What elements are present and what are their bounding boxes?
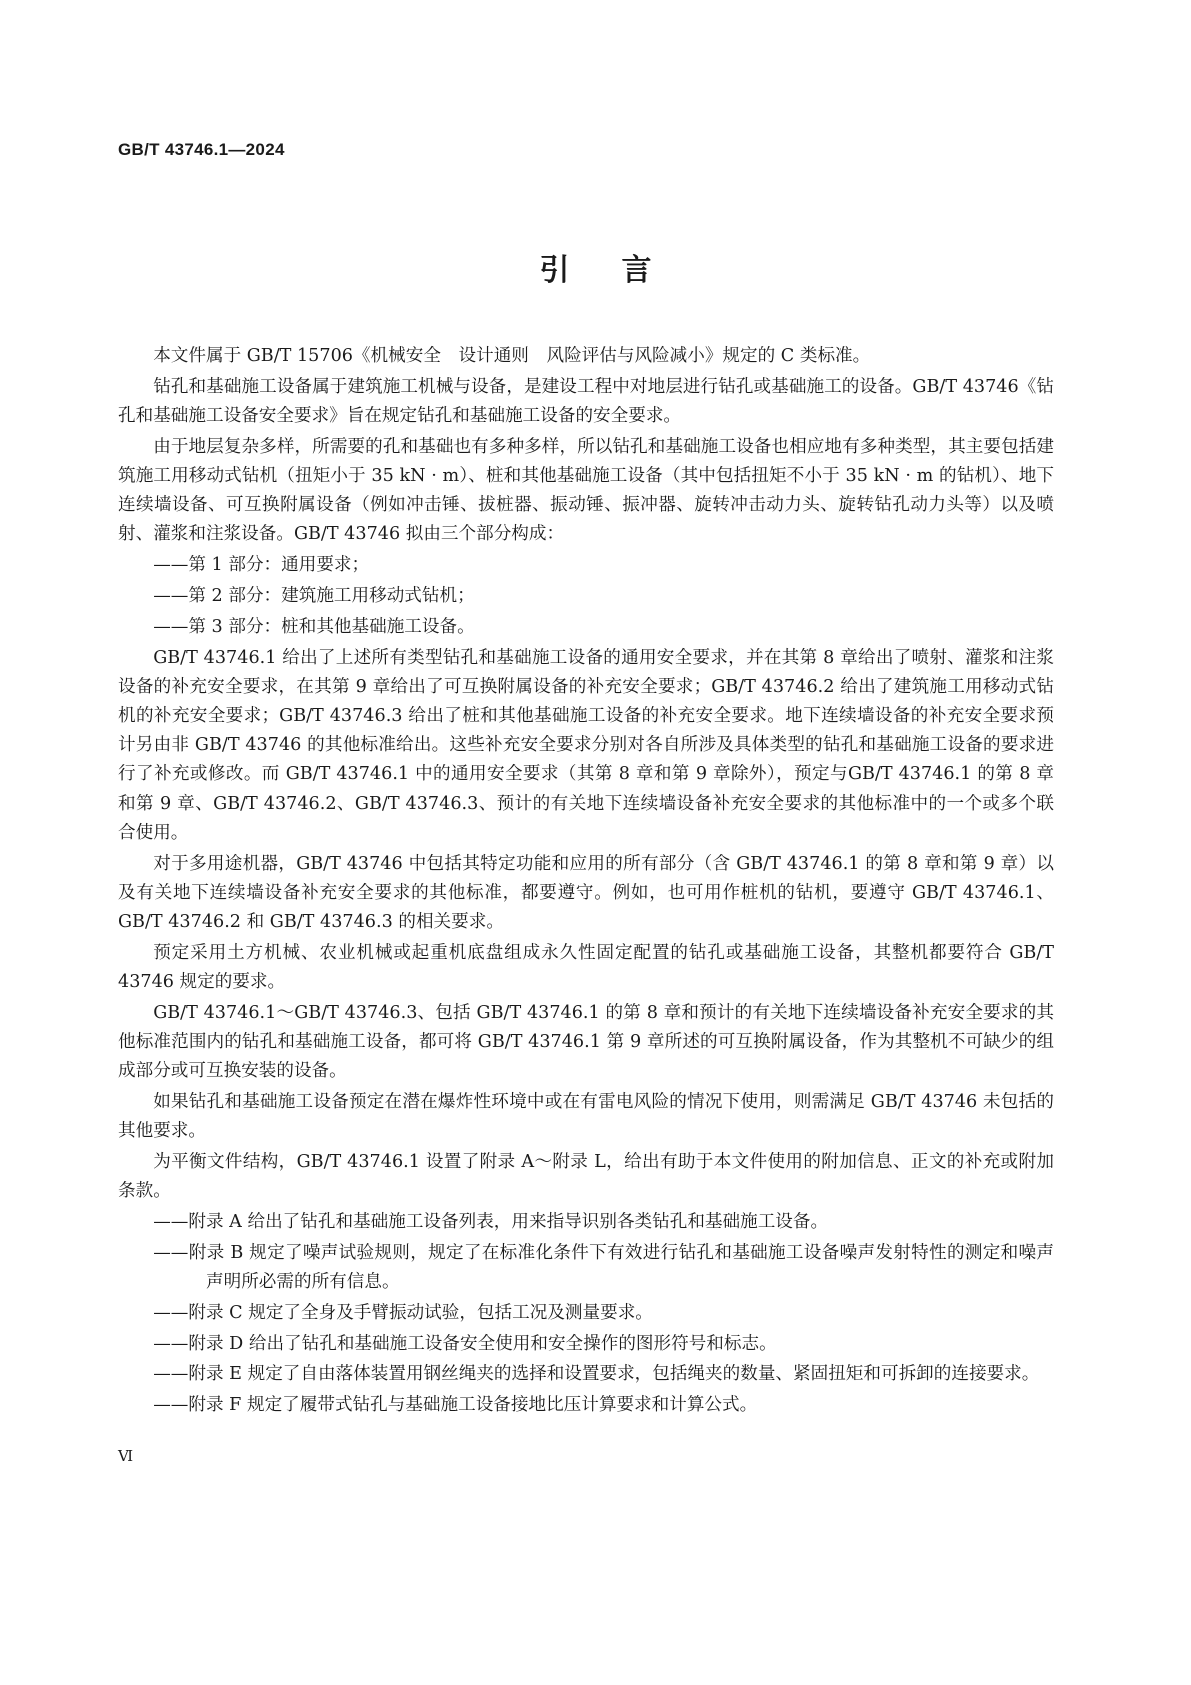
paragraph: 为平衡文件结构，GB/T 43746.1 设置了附录 A～附录 L，给出有助于本文件使用的附加信息、正文的补充或附加条款。: [118, 1152, 1054, 1202]
list-item: ——附录 C 规定了全身及手臂振动试验，包括工况及测量要求。: [153, 1302, 653, 1323]
paragraph: 本文件属于 GB/T 15706《机械安全 设计通则 风险评估与风险减小》规定的 C 类标准。: [153, 346, 871, 366]
list-item: ——第 1 部分：通用要求；: [153, 555, 370, 576]
standard-number-header: GB/T 43746.1—2024: [118, 140, 285, 159]
paragraph: GB/T 43746.1 给出了上述所有类型钻孔和基础施工设备的通用安全要求，并在其第 8 章给出了喷射、灌浆和注浆设备的补充安全要求，在其第 9 章给出了可互换附属设备的补充安全要求；GB/T 43746.2 给出了建筑施工用移动式钻机的补充安全要求；GB/T 43746.3 给出了桩和其他基础施工设备的补充安全要求。地下连续墙设备的补充安全要求预计另由非 GB/T 43746 的其他标准给出。这些补充安全要求分别对各自所涉及具体类型的钻孔和基础施工设备的要求进行了补充或修改。而 GB/T 43746.1 中的通用安全要求（其第 8 章和第 9 章除外），预定与GB/T 43746.1 的第 8 章和第 9 章、GB/T 43746.2、GB/T 43746.3、预计的有关地下连续墙设备补充安全要求的其他标准中的一个或多个联合使用。: [118, 647, 1054, 843]
document-body: [118, 342, 1054, 1422]
page-title: 引言: [539, 253, 704, 288]
paragraph: 钻孔和基础施工设备属于建筑施工机械与设备，是建设工程中对地层进行钻孔或基础施工的设备。GB/T 43746《钻孔和基础施工设备安全要求》旨在规定钻孔和基础施工设备的安全要求。: [118, 376, 1054, 426]
paragraph: GB/T 43746.1～GB/T 43746.3、包括 GB/T 43746.1 的第 8 章和预计的有关地下连续墙设备补充安全要求的其他标准范围内的钻孔和基础施工设备，都可将 GB/T 43746.1 第 9 章所述的可互换附属设备，作为其整机不可缺少的组成部分或可互换安装的设备。: [118, 1002, 1054, 1082]
list-item: ——附录 D 给出了钻孔和基础施工设备安全使用和安全操作的图形符号和标志。: [153, 1333, 777, 1354]
list-item: ——第 3 部分：桩和其他基础施工设备。: [153, 616, 475, 637]
list-item: ——附录 F 规定了履带式钻孔与基础施工设备接地比压计算要求和计算公式。: [153, 1395, 758, 1416]
paragraph: 对于多用途机器，GB/T 43746 中包括其特定功能和应用的所有部分（含 GB/T 43746.1 的第 8 章和第 9 章）以及有关地下连续墙设备补充安全要求的其他标准，都要遵守。例如，也可用作桩机的钻机，要遵守 GB/T 43746.1、GB/T 43746.2 和 GB/T 43746.3 的相关要求。: [118, 853, 1054, 933]
list-item: ——附录 B 规定了噪声试验规则，规定了在标准化条件下有效进行钻孔和基础施工设备噪声发射特性的测定和噪声声明所必需的所有信息。: [153, 1242, 1054, 1293]
paragraph: 预定采用土方机械、农业机械或起重机底盘组成永久性固定配置的钻孔或基础施工设备，其整机都要符合 GB/T 43746 规定的要求。: [118, 942, 1054, 993]
paragraph: 如果钻孔和基础施工设备预定在潜在爆炸性环境中或在有雷电风险的情况下使用，则需满足 GB/T 43746 未包括的其他要求。: [118, 1092, 1054, 1142]
page-number: Ⅵ: [118, 1447, 134, 1465]
list-item: ——第 2 部分：建筑施工用移动式钻机；: [153, 586, 475, 606]
list-item: ——附录 A 给出了钻孔和基础施工设备列表，用来指导识别各类钻孔和基础施工设备。: [153, 1212, 829, 1233]
paragraph: 由于地层复杂多样，所需要的孔和基础也有多种多样，所以钻孔和基础施工设备也相应地有多种类型，其主要包括建筑施工用移动式钻机（扭矩小于 35 kN · m）、桩和其他基础施工设备（其中包括扭矩不小于 35 kN · m 的钻机）、地下连续墙设备、可互换附属设备（例如冲击锤、拔桩器、振动锤、振冲器、旋转冲击动力头、旋转钻孔动力头等）以及喷射、灌浆和注浆设备。GB/T 43746 拟由三个部分构成：: [118, 436, 1054, 545]
list-item: ——附录 E 规定了自由落体装置用钢丝绳夹的选择和设置要求，包括绳夹的数量、紧固扭矩和可拆卸的连接要求。: [153, 1364, 1040, 1385]
